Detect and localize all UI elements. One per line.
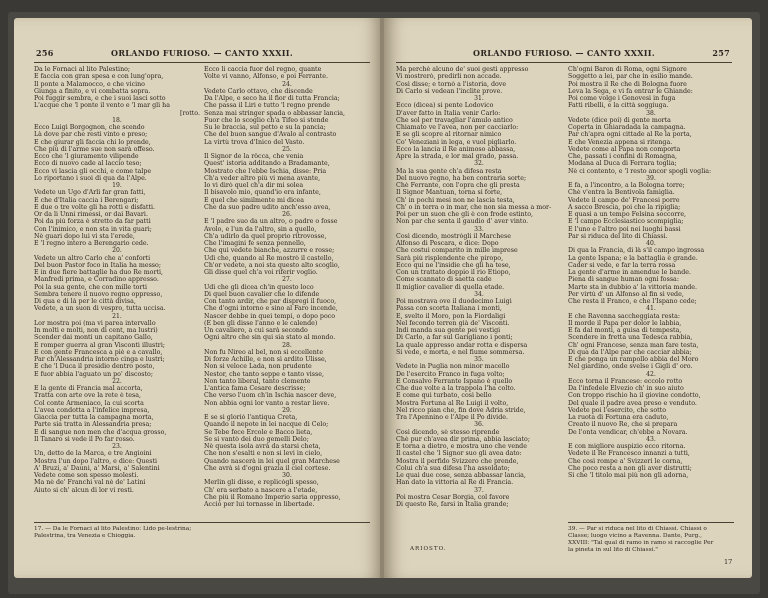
verse-line: L'acque che 'l ponte il vento e 'l mar gli ha bbox=[34, 102, 170, 110]
verse-line: Vedete come al Papa non comporta bbox=[568, 145, 681, 153]
left-page bbox=[14, 18, 382, 578]
verse-line: Sì che 'l titolo mai più non gli adorna, bbox=[568, 472, 689, 479]
verse-line: Giaccia per tutta la campagna morta, bbox=[34, 414, 154, 421]
verse-line: E che giurar gli faccia chi lo prende, bbox=[34, 138, 151, 146]
verse-line: Col conte Armeniaco, la cui scorta bbox=[34, 399, 144, 407]
verse-line: Di Carlo, a far sul Garigliano i ponti; bbox=[396, 334, 513, 342]
verse-line: Nè questa isola avrà da starsi cheta, bbox=[204, 443, 321, 450]
verse-line: Nel fecondo terren già de' Visconti. bbox=[396, 319, 510, 327]
right-page-column-2 bbox=[568, 66, 734, 479]
verse-line: Poi mostrava ove il duodecimo Luigi bbox=[396, 298, 512, 305]
verse-line: Di quel buon cavalier che lo difende bbox=[204, 290, 320, 298]
verse-line: Lor mostra poi (ma vi parea intervallo bbox=[34, 319, 156, 327]
verse-line: Che, passati i confini di Romagna, bbox=[568, 153, 677, 160]
verse-line: E che d'Italia caccia i Berengari; bbox=[34, 196, 139, 204]
stanza-number: 26. bbox=[282, 211, 292, 218]
verse-line: Un cavaliero, a cui sarà secondo bbox=[204, 327, 308, 334]
verse-line: Par ch'apra ogni cittade al Re la porta, bbox=[568, 131, 692, 139]
verse-line: Ecco che 'l giuramento vilipende bbox=[34, 153, 139, 160]
stanza-number: 31. bbox=[474, 95, 484, 102]
right-page bbox=[384, 18, 752, 578]
verse-line: Da le Fornaci al lito Palestino; bbox=[34, 66, 131, 73]
verse-line: E 'l padre suo da un altro, o padre o fosse bbox=[204, 218, 338, 226]
verse-line: Vedete il Re Francesco innanzi a tutti, bbox=[568, 450, 690, 458]
stanza-number: 36. bbox=[474, 421, 484, 429]
verse-line: Nè guari dopo lui vi sta l'erede, bbox=[34, 232, 135, 240]
verse-line: Merlin gli disse, e replicògli spesso, bbox=[204, 479, 319, 487]
stanza-number: 43. bbox=[646, 435, 656, 443]
verse-line: Il Signor Mantuan, torna sì forte, bbox=[396, 189, 503, 197]
verse-line: E che 'l Duca il presidio dentro posto, bbox=[34, 363, 155, 371]
right-page-header bbox=[398, 48, 730, 60]
verse-line: E che ponga un rampollo abbia del Moro bbox=[568, 356, 699, 363]
verse-line: Non abbia ogni lor vanto a restar lieve. bbox=[204, 399, 330, 407]
verse-line: E l'uno e l'altro poi nei luoghi bassi bbox=[568, 225, 681, 233]
verse-line: Cader si vede, e far la terra rossa bbox=[568, 261, 676, 269]
verse-line: Del buon Pastor foco in Italia ha messo; bbox=[34, 261, 161, 269]
stanza-number: 38. bbox=[646, 109, 656, 117]
verse-line: Il castel che 'l Signor suo gli avea dato: bbox=[396, 450, 522, 458]
verse-line: Un, detto de la Marca, e tre Angioini bbox=[34, 450, 152, 458]
verse-line: Che del buon sangue d'Avalo al contrasto bbox=[204, 131, 337, 139]
verse-line: A sacco Brescia, poi che la ripiglia; bbox=[568, 203, 681, 211]
verse-line: Avolo, e l'un da l'altro, sin a quello, bbox=[204, 225, 317, 233]
verse-line: Vedete, a un suon di vespro, tutta uccisa. bbox=[34, 305, 166, 313]
verse-line: Poi come volge i Genovesi in fuga bbox=[568, 95, 676, 102]
verse-line: Ma perchè alcuno de' suoi gesti appresso bbox=[396, 66, 529, 73]
verse-line: Ecco li caccia fuor del regno, quante bbox=[204, 66, 322, 73]
stanza-number: 24. bbox=[282, 80, 292, 88]
verse-line: Mostra il perfido Svizzero che prende, bbox=[396, 457, 519, 465]
stanza-number: 42. bbox=[646, 370, 656, 378]
verse-line: E romper guerra al gran Visconti illustri; bbox=[34, 341, 165, 349]
verse-line: Fatti ribelli, e la città soggiuga. bbox=[568, 102, 669, 110]
verse-line: Che così rompe a' Svizzeri le corna, bbox=[568, 457, 683, 465]
verse-line: Con troppo rischio ha il giovine condotto, bbox=[568, 392, 701, 400]
verse-line: E che Ravenna saccheggiata resta: bbox=[568, 312, 681, 320]
verse-line: E Consalvo Ferrante Ispano è quello bbox=[396, 377, 513, 385]
verse-line: Quando il nepote in lei nacque di Celo; bbox=[204, 421, 329, 429]
verse-line: Nè ci contento, e 'l resto ancor spogli voglia: bbox=[568, 167, 712, 175]
verse-line: Per virtù d' un Alfonso al fin si vede, bbox=[568, 290, 684, 298]
verse-line: A' Bruzi, a' Dauni, a' Marsi, a' Salentini bbox=[34, 464, 160, 472]
verse-line: Ogni altro che sin qui sia stato al mondo. bbox=[204, 334, 336, 342]
verse-line: E in due fiere battaglie ha duo Re morti, bbox=[34, 269, 164, 276]
verse-line: Indi manda sua gente pei vestigi bbox=[396, 327, 501, 334]
verse-line: Leva la Sega, e vi fa entrar le Ghiande: bbox=[568, 87, 693, 95]
verse-line: Modana al Duca di Ferrara toglia; bbox=[568, 160, 677, 168]
verse-line: E due o tre volte gli ha rotti e disfatti. bbox=[34, 203, 156, 211]
verse-line: Che passa il Liri e tutto 'l regno prende bbox=[204, 102, 330, 110]
verse-line: Che d'ogni intorno e sino al Faro incende, bbox=[204, 305, 338, 313]
verse-line: Come scannato di saetta cade bbox=[396, 276, 492, 284]
verse-line: E come qui turbato, così bello bbox=[396, 392, 492, 400]
verse-line: Che qui vedete bianche, azzurre e rosse; bbox=[204, 247, 335, 255]
verse-line: Gli disse quel ch'a voi riferir voglio. bbox=[204, 269, 318, 276]
verse-line: De l'onta vendicar, ch'ebbe a Novara. bbox=[568, 428, 688, 436]
verse-line: Scendere in fretta una Tedesca rabbia, bbox=[568, 334, 693, 342]
verse-line: Che poco resta a non gli aver distrutti; bbox=[568, 464, 692, 472]
verse-line: Che l'imagini fe senza pennello, bbox=[204, 240, 306, 247]
verse-line: Colui ch'a sua difesa l'ha assoldato; bbox=[396, 464, 510, 472]
verse-line: E quasi a un tempo Felsina soccorre, bbox=[568, 211, 687, 218]
right-header-rule bbox=[396, 62, 732, 63]
verse-line: La gente d'arme in amendue le bande. bbox=[568, 269, 691, 276]
verse-line: Coperta in Ghiaradada la campagna. bbox=[568, 124, 686, 131]
verse-line: Ch' era serbato a nascere a l'etade, bbox=[204, 486, 318, 494]
verse-line: Là dove par che resti vinto e preso; bbox=[34, 131, 148, 139]
stanza-number: 27. bbox=[282, 276, 292, 284]
left-running-title: ORLANDO FURIOSO. — CANTO XXXII. bbox=[111, 48, 293, 58]
verse-line: Nascer debbe in quei tempi, o dopo poco bbox=[204, 312, 336, 320]
verse-line: Così dicendo, mostrògli il Marchese bbox=[396, 232, 511, 240]
verse-line: Vedete un altro Carlo che a' conforti bbox=[34, 254, 151, 262]
right-running-title: ORLANDO FURIOSO. — CANTO XXXII. bbox=[473, 48, 655, 58]
verse-line: Che da suo padre udito anch'esso avea, bbox=[204, 203, 331, 211]
right-footnote: 39. — Par si riduca nel lito di Chiassi. Chiassi o Classe; luogo vicino a Ravenna. Dante, Purg., XXVIII: "Tal qual di ramo in ramo si raccoglie Per la pineta in sul lito di Chiassi." bbox=[568, 526, 714, 553]
verse-line: Del nuovo regno, ha ben contraria sorte; bbox=[396, 174, 527, 182]
verse-line: Sembra tenere il nuovo regno oppresso, bbox=[34, 290, 163, 298]
verse-line: Tratta con arte ove la rete è tesa, bbox=[34, 392, 141, 400]
verse-line: Ma nè de' Franchi val nè de' Latini bbox=[34, 479, 146, 487]
verse-line: Non tanto liberal, tanto clemente bbox=[204, 377, 311, 385]
stanza-number: 37. bbox=[474, 486, 484, 494]
stanza-number: 39. bbox=[646, 174, 656, 182]
verse-line: Ch' o in terra o in mar, che non sia messa a mor- bbox=[396, 203, 552, 211]
verse-line: Nestor, che tanto seppe e tanto visse, bbox=[204, 370, 324, 378]
verse-line: Ch'a veder altro più vi mena avante, bbox=[204, 174, 321, 182]
verse-line: [rotto. bbox=[179, 109, 200, 117]
verse-line: Con un trattato doppio il rio Etiopo, bbox=[396, 269, 511, 276]
verse-line: Di forze Achille, e non sì ardito Ulisse, bbox=[204, 356, 327, 363]
verse-line: Con l'inimico, e non sta in vita guari; bbox=[34, 225, 152, 233]
left-page-column-1 bbox=[34, 66, 200, 494]
verse-line: Alfonso di Pescara, e dice: Dopo bbox=[396, 240, 499, 247]
verse-line: Ma la sua gente ch'a difesa resta bbox=[396, 167, 502, 175]
verse-line: Poi la sua gente, che con mille torti bbox=[34, 283, 147, 291]
right-page-column-1 bbox=[396, 66, 562, 508]
verse-line: (E ben gli disse l'anno e le calende) bbox=[204, 319, 318, 327]
verse-line: Co' Veneziani in lega, e vuol pigliarlo. bbox=[396, 138, 517, 146]
verse-line: E torna a dietro, e mostra uno che vende bbox=[396, 443, 527, 450]
verse-line: Scender dai monti un capitano Gallo, bbox=[34, 334, 153, 342]
verse-line: Non sì veloce Lada, non prudente bbox=[204, 363, 312, 371]
verse-line: Chè pur ch'avea dir prima, abbia lasciato; bbox=[396, 435, 530, 443]
verse-line: Passa con scorta Italiana i monti, bbox=[396, 305, 502, 313]
verse-line: Tra l'Apennino e l'Alpe il Po divide. bbox=[396, 414, 508, 421]
verse-line: Ecco vi lascia gli occhi, e come talpe bbox=[34, 167, 152, 175]
stanza-number: 23. bbox=[112, 443, 122, 450]
verse-line: Volte vi vanno, Alfonso, e poi Ferrante. bbox=[204, 73, 328, 81]
verse-line: Manfredi prima, e Corradino appresso. bbox=[34, 276, 159, 284]
left-footnote: 17. — Da le Fornaci al lito Palestino: Lido pe-lestrina; Palestrina, tra Venezia e Chioggia. bbox=[34, 526, 192, 539]
verse-line: E fuor abbia l'aguato un po' discosto; bbox=[34, 370, 153, 378]
verse-line: Or da li Unni rimessi, or dai Bavari. bbox=[34, 211, 148, 218]
verse-line: Di questo Re, farsi in Italia grande; bbox=[396, 501, 509, 508]
verse-line: Il Tanaro si vede il Po far rosso. bbox=[34, 435, 135, 443]
stanza-number: 28. bbox=[282, 341, 292, 349]
verse-line: Giunga a finito, e vi combatta sopra. bbox=[34, 87, 151, 95]
verse-line: Da l'infedele Elvezio ch' in suo aiuto bbox=[568, 385, 684, 392]
verse-line: Par ch'Alessandria intorno cinga e lustri; bbox=[34, 356, 165, 363]
verse-line: Poi mostra il Re che di Bologna fuore bbox=[568, 80, 687, 88]
verse-line: Par si riduca del lito di Chiassi. bbox=[568, 232, 668, 240]
verse-line: Non par che senta il gaudio d' aver vinto. bbox=[396, 218, 529, 226]
verse-line: Il miglior cavalier di quella etade. bbox=[396, 283, 505, 291]
verse-line: Il ponte a Malamocco, e che vicino bbox=[34, 80, 145, 88]
signature-mark: 17 bbox=[724, 558, 733, 566]
stanza-number: 30. bbox=[282, 472, 292, 479]
verse-line: Udì che gli dicea ch'in questo loco bbox=[204, 283, 314, 291]
verse-line: Chè Ferrante, con l'opra che gli presta bbox=[396, 182, 520, 189]
verse-line: Che avrà sì d'ogni grazia il ciel cortese. bbox=[204, 464, 331, 472]
stanza-number: 29. bbox=[282, 406, 292, 414]
verse-line: L'antica fama Cesare descrisse; bbox=[204, 385, 306, 392]
verse-line: Che sol per travagliar l'ámulo antico bbox=[396, 116, 513, 124]
verse-line: L'avea condotta a l'infelice impresa, bbox=[34, 406, 150, 414]
verse-line: Se Tebe fece Ercole e Bacco lieta, bbox=[204, 428, 313, 436]
verse-line: D'aver fatto in Italia venir Carlo: bbox=[396, 109, 501, 117]
verse-line: Che più di l'arme sue non sarà offeso. bbox=[34, 145, 155, 153]
verse-line: La ruota di Fortuna era caduto, bbox=[568, 414, 669, 421]
right-footnote-rule bbox=[568, 522, 734, 523]
verse-line: Vedete un Ugo d'Arli far gran fatti, bbox=[34, 189, 146, 197]
verse-line: Sarà più risplendente che piropo, bbox=[396, 254, 504, 262]
verse-line: E con migliore auspizio ecco ritorna. bbox=[568, 443, 686, 450]
stanza-number: 25. bbox=[282, 145, 292, 153]
stanza-number: 20. bbox=[112, 247, 122, 255]
verse-line: E se si gloriò l'antiqua Creta, bbox=[204, 414, 298, 421]
verse-line: Di qua la Francia, di là s'il campo ingrossa bbox=[568, 247, 705, 255]
verse-line: Chiamato ve l'avea, non per cacciarlo: bbox=[396, 124, 519, 131]
left-page-column-2 bbox=[204, 66, 370, 508]
verse-line: Che costui comparito in mille imprese bbox=[396, 247, 518, 255]
verse-line: Se si vantò dei duo gemelli Delo; bbox=[204, 435, 309, 443]
verse-line: Udì che, quando al Re mostrò il castello, bbox=[204, 254, 334, 262]
verse-line: La virtù trova d'Inico del Vasto. bbox=[204, 138, 305, 146]
verse-line: Aiuto si ch' alcun di lor vi resti. bbox=[34, 486, 134, 494]
verse-line: E fa dal monti, a guisa di tempesta, bbox=[568, 327, 682, 334]
verse-line: Piena di sangue human ogni fossa: bbox=[568, 276, 679, 284]
verse-line: Vedete poi l'esercito, che sotto bbox=[568, 406, 667, 414]
verse-line: Ch' in pochi mesi non ne lascia testa, bbox=[396, 196, 515, 204]
verse-line: Poi mostra Cesar Borgia, col favore bbox=[396, 493, 510, 501]
verse-line: Il Signor de la rôcca, che venia bbox=[204, 153, 304, 160]
verse-line: Vedete (dice poi) di gente morta bbox=[568, 116, 671, 124]
verse-line: Ecco Luigi Borgognon, che scendo bbox=[34, 124, 145, 131]
verse-line: Con tanto ardir, che par dispregi il fuoco, bbox=[204, 298, 337, 305]
verse-line: Mostra Fortuna al Re Luigi il volto, bbox=[396, 399, 509, 407]
verse-line: Marte sta in dubbio a' la vittoria mande. bbox=[568, 283, 698, 291]
stanza-number: 19. bbox=[112, 182, 122, 189]
verse-line: Vedete in Puglia non minor macello bbox=[396, 363, 510, 371]
verse-line: Apre la strada, e lor mal grado, passa. bbox=[396, 153, 519, 160]
verse-line: Ecco (dicea) si pente Lodovico bbox=[396, 102, 494, 110]
verse-line: Chè v'entra la Bentivola famiglia. bbox=[568, 189, 675, 197]
verse-line: Vedete Carlo ottavo, che discende bbox=[204, 87, 313, 95]
verse-line: Il morde il Papa per dolor le labbia, bbox=[568, 319, 682, 327]
verse-line: Ecco di nuovo cade al laccio teso; bbox=[34, 160, 142, 168]
verse-line: Vi mostrerò, predirli non accade. bbox=[396, 73, 502, 81]
verse-line: Di qua e di là per le città divisa, bbox=[34, 298, 136, 305]
author-mark: ARIOSTO. bbox=[410, 546, 447, 552]
verse-line: Ch' ogni Francese, senza man fare testa, bbox=[568, 341, 699, 349]
left-header-rule bbox=[34, 62, 370, 63]
verse-line: E faccia con gran spesa e con lung'opra, bbox=[34, 73, 164, 81]
verse-line: Le quai due cose, senza abbassar lancia, bbox=[396, 472, 526, 479]
verse-line: E se gli scopre al ritornar nimico bbox=[396, 131, 502, 139]
stanza-number: 34. bbox=[474, 290, 484, 298]
verse-line: Mostrato che l'ebbe Ischia, disse: Pria bbox=[204, 167, 327, 175]
verse-line: E di sangue non men che d'acqua grosso, bbox=[34, 428, 167, 436]
verse-line: La gente Ispana; e la battaglia è grande. bbox=[568, 254, 698, 262]
stanza-number: 40. bbox=[646, 240, 656, 247]
stanza-number: 35. bbox=[474, 356, 484, 363]
verse-line: Che resta il Franco, e che l'Ispano cede; bbox=[568, 298, 697, 305]
verse-line: In molti e molti, non di cent, ma lustri) bbox=[34, 327, 158, 334]
verse-line: Che due volte a la trappola l'ha colto. bbox=[396, 385, 516, 392]
verse-line: Mostra l'un dopo l'altro, e dice: Questi bbox=[34, 457, 157, 465]
verse-line: Quest' istoria additando a Bradamante, bbox=[204, 160, 330, 168]
verse-line: Parte sia tratta in Alessandria presa; bbox=[34, 421, 152, 429]
verse-line: Ecco torna il Francese: eccolo rotto bbox=[568, 377, 683, 385]
verse-line: Vedete il campo de' Francesi porre bbox=[568, 196, 680, 204]
stanza-number: 41. bbox=[646, 305, 656, 313]
stanza-number: 18. bbox=[112, 116, 122, 124]
verse-line: Nel giardino, onde svelse i Gigli d' oro. bbox=[568, 363, 693, 371]
left-page-header bbox=[36, 48, 368, 60]
verse-line: Vedete come son spesso molesti. bbox=[34, 472, 139, 479]
verse-line: Ch'a udirlo da quel proprio ritrovosse, bbox=[204, 232, 327, 240]
left-footnote-rule bbox=[34, 522, 370, 523]
verse-line: E, svelto il Moro, pon la Fiordaligi bbox=[396, 312, 506, 320]
verse-line: Soggetto a lei, par che in esilio mande. bbox=[568, 73, 693, 81]
stanza-number: 33. bbox=[474, 225, 484, 233]
stanza-number: 32. bbox=[474, 160, 484, 168]
verse-line: E 'l campo Ecclesiastico scompiglia; bbox=[568, 218, 684, 226]
verse-line: La quale appresso andar rotta e dispersa bbox=[396, 341, 528, 349]
verse-line: Su le braccia, sul petto e su la pancia; bbox=[204, 124, 326, 131]
verse-line: Ecco la lancia il Re animoso abbassa, bbox=[396, 145, 516, 153]
verse-line: E 'l regno intero a Berengario cede. bbox=[34, 240, 149, 247]
verse-line: Ecco qui ne l'insidie che gli ha tese, bbox=[396, 261, 511, 269]
verse-line: Di qua da l'Alpe par che cacciar abbia; bbox=[568, 348, 692, 356]
verse-line: E la gente di Francia mal accorta, bbox=[34, 385, 143, 392]
verse-line: E fa, a l'incontro, a la Bologna torre; bbox=[568, 182, 685, 189]
verse-line: Ch'or vedete, a noi sta questo alto scoglio, bbox=[204, 261, 340, 269]
right-page-number: 257 bbox=[712, 48, 730, 58]
verse-line: Che verso l'uom ch'in Ischia nascer deve, bbox=[204, 392, 337, 400]
verse-line: E con gente Francesca a piè e a cavallo, bbox=[34, 348, 163, 356]
verse-line: Che non s'esalti e non si levi in cielo, bbox=[204, 450, 323, 458]
verse-line: Fuor che lo scoglio ch'a Tifeo si stende bbox=[204, 116, 329, 124]
stanza-number: 21. bbox=[112, 312, 122, 320]
verse-line: Quando nascerà in lei quel gran Marchese bbox=[204, 457, 340, 465]
verse-line: Io vi dirò quel ch'a dir mi solea bbox=[204, 182, 304, 189]
verse-line: De l'esercito Franco in fuga volto; bbox=[396, 370, 505, 378]
verse-line: Lo riportano i suoi di qua da l'Alpe. bbox=[34, 174, 147, 182]
verse-line: Il bisavolo mio, quand'io era infante, bbox=[204, 189, 321, 197]
verse-line: Non fu Nireo al bel, non sì eccellente bbox=[204, 348, 324, 356]
verse-line: Poi da più forza è stretto da far patti bbox=[34, 218, 151, 226]
verse-line: Nel ricco pian che, fin dove Adria stride, bbox=[396, 406, 526, 414]
left-page-number: 256 bbox=[36, 48, 54, 58]
verse-line: Del quale il padre avea preso e venduto. bbox=[568, 399, 697, 407]
verse-line: Creato il nuovo Re, che si prepara bbox=[568, 421, 678, 429]
verse-line: Poi per un suon che gli è con frode estinto, bbox=[396, 211, 534, 218]
verse-line: E che Venezia appena si ritenga. bbox=[568, 138, 673, 146]
verse-line: Così dicendo, sè stesso riprende bbox=[396, 428, 500, 436]
verse-line: Che più il Romano Imperio saria oppresso, bbox=[204, 493, 341, 501]
verse-line: Acciò per lui tornasse in libertade. bbox=[204, 501, 315, 508]
verse-line: Si vede, e morta, e nel fiume sommersa. bbox=[396, 348, 525, 356]
verse-line: Poi fuggir sembra, e che i suoi lasci sotto bbox=[34, 95, 166, 102]
verse-line: Senza mai stringer spada o abbassar lancia, bbox=[204, 109, 346, 117]
verse-line: Così disse; e tornò a l'istoria, dove bbox=[396, 80, 507, 88]
verse-line: Ch'ogni Baron di Roma, ogni Signore bbox=[568, 66, 687, 73]
verse-line: Di Carlo si vedean l'inclite prove. bbox=[396, 87, 503, 95]
verse-line: Han dato la vittoria al Re di Francia. bbox=[396, 479, 514, 487]
verse-line: E quel che similmente mi dicea bbox=[204, 196, 305, 204]
stanza-number: 22. bbox=[112, 377, 122, 385]
verse-line: Da l'Alpe, e seco ha il fior di tutta Francia; bbox=[204, 95, 340, 102]
